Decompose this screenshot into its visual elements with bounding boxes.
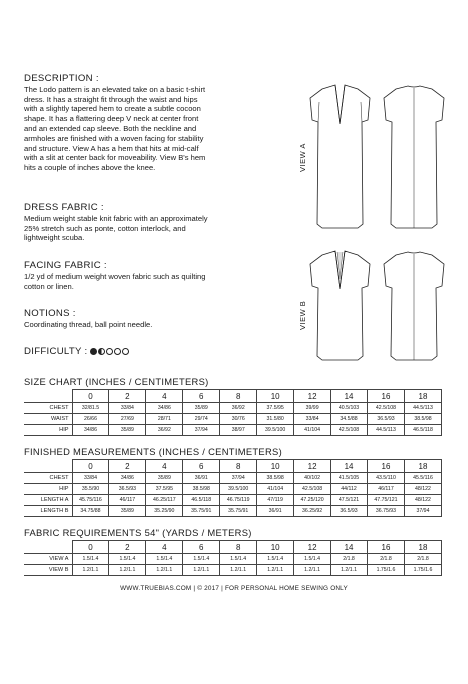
description-line: with a slit at center back for moveability. View B's hem (24, 153, 206, 163)
facing-fabric-text (24, 272, 306, 292)
table-cell: 47.5/121 (331, 495, 368, 506)
size-header-cell: 18 (404, 390, 441, 403)
table-cell: 36.5/93 (109, 484, 146, 495)
table-cell: 1.2/1.1 (220, 565, 257, 576)
size-header-cell: 2 (109, 390, 146, 403)
description-line: dress. It has a straight fit through the waist and hips (24, 94, 198, 104)
view-a-front-drawing (310, 85, 370, 228)
size-header-cell: 16 (368, 390, 405, 403)
facing-fabric-line: 1/2 yd of medium weight woven fabric such as quilting (24, 271, 206, 281)
table-cell: 46.5/118 (404, 425, 441, 436)
table-row (24, 506, 442, 517)
size-header-cell: 14 (331, 460, 368, 473)
table-cell: 34.5/88 (331, 414, 368, 425)
difficulty-circles (90, 348, 129, 355)
table-cell: 1.2/1.1 (294, 565, 331, 576)
size-header-cell: 6 (183, 460, 220, 473)
difficulty-circle (106, 348, 113, 355)
view-a-label: VIEW A (298, 143, 307, 172)
view-a-back-drawing (384, 86, 444, 228)
table-row (24, 414, 442, 425)
table-cell: 37.5/95 (257, 403, 294, 414)
description-line: with a slightly tapered hem to create a subtle cocoon (24, 104, 201, 114)
table-cell: 29/74 (183, 414, 220, 425)
description-line: The Lodo pattern is an elevated take on a basic t-shirt (24, 84, 206, 94)
table-cell: 39/99 (294, 403, 331, 414)
table-cell: 33/84 (294, 414, 331, 425)
table-cell: 1.5/1.4 (72, 554, 109, 565)
table-cell: 34/86 (72, 425, 109, 436)
difficulty-label: DIFFICULTY : (24, 346, 88, 357)
size-header-cell: 10 (257, 460, 294, 473)
dress-fabric-line: lightweight scuba. (24, 233, 85, 243)
size-header-cell: 16 (368, 541, 405, 554)
table-cell: 45.75/116 (72, 495, 109, 506)
size-header-cell: 18 (404, 460, 441, 473)
size-header-cell: 2 (109, 460, 146, 473)
table-cell: 48/122 (404, 495, 441, 506)
size-header-cell: 6 (183, 541, 220, 554)
table-row (24, 554, 442, 565)
dress-fabric-line: Medium weight stable knit fabric with an approximately (24, 213, 208, 223)
table-cell: 30/76 (220, 414, 257, 425)
table-cell: 2/1.8 (404, 554, 441, 565)
table-cell: 46.75/119 (220, 495, 257, 506)
table-cell: 1.2/1.1 (146, 565, 183, 576)
dress-fabric-text (24, 214, 306, 243)
size-header-cell: 16 (368, 460, 405, 473)
difficulty-circle (98, 348, 105, 355)
table-cell: 37/94 (404, 506, 441, 517)
table-cell: 1.5/1.4 (220, 554, 257, 565)
notions-section (24, 309, 306, 330)
difficulty-circle (90, 348, 97, 355)
table-cell: 42.5/108 (294, 484, 331, 495)
description-line: armholes are finished with a woven facing for stability (24, 133, 204, 143)
size-header-cell: 10 (257, 541, 294, 554)
table-cell: 36.5/93 (368, 414, 405, 425)
notions-text (24, 320, 306, 330)
table-cell: 34.75/88 (72, 506, 109, 517)
table-cell: 42.5/108 (368, 403, 405, 414)
table-header-row (24, 390, 442, 403)
table-cell: 46/117 (109, 495, 146, 506)
table-cell: 1.2/1.1 (331, 565, 368, 576)
table-cell: 2/1.8 (368, 554, 405, 565)
description-heading: DESCRIPTION : (24, 73, 99, 84)
table-row (24, 495, 442, 506)
description-line: and structure. View A has a hem that hits at mid-calf (24, 143, 199, 153)
table-cell: 1.5/1.4 (183, 554, 220, 565)
table-cell: 2/1.8 (331, 554, 368, 565)
table-cell: 28/71 (146, 414, 183, 425)
table-cell: 45.5/116 (404, 473, 441, 484)
finished-measurements-title: FINISHED MEASUREMENTS (INCHES / CENTIMETERS) (24, 446, 283, 457)
table-cell: 35/89 (109, 506, 146, 517)
view-b-back-drawing (384, 252, 444, 360)
header-blank-cell (24, 390, 72, 403)
table-cell: 36.25/92 (294, 506, 331, 517)
row-label: VIEW A (24, 554, 72, 565)
size-header-cell: 0 (72, 390, 109, 403)
size-header-cell: 0 (72, 541, 109, 554)
table-cell: 46.25/117 (146, 495, 183, 506)
table-cell: 37.5/95 (146, 484, 183, 495)
difficulty-circle (114, 348, 121, 355)
description-section (24, 74, 306, 173)
row-label: CHEST (24, 403, 72, 414)
table-cell: 38.5/98 (183, 484, 220, 495)
table-cell: 35/89 (146, 473, 183, 484)
table-header-row (24, 460, 442, 473)
table-cell: 1.5/1.4 (109, 554, 146, 565)
description-line: hits a couple of inches above the knee. (24, 163, 156, 173)
size-header-cell: 12 (294, 390, 331, 403)
table-cell: 1.5/1.4 (257, 554, 294, 565)
difficulty-circle (122, 348, 129, 355)
table-cell: 26/66 (72, 414, 109, 425)
table-cell: 41.5/105 (331, 473, 368, 484)
table-cell: 38.5/98 (404, 414, 441, 425)
row-label: LENGTH A (24, 495, 72, 506)
table-cell: 36.5/93 (331, 506, 368, 517)
size-chart-table (24, 389, 442, 436)
table-cell: 35.75/91 (183, 506, 220, 517)
size-header-cell: 4 (146, 460, 183, 473)
table-cell: 47.75/121 (368, 495, 405, 506)
description-line: and an extended cap sleeve. Both the neckline and (24, 123, 197, 133)
facing-fabric-section (24, 261, 306, 291)
table-header-row (24, 541, 442, 554)
size-header-cell: 14 (331, 390, 368, 403)
facing-fabric-line: cotton or linen. (24, 281, 74, 291)
footer-text: WWW.TRUEBIAS.COM | © 2017 | FOR PERSONAL HOME SEWING ONLY (120, 585, 348, 592)
dress-illustrations (292, 84, 452, 374)
table-cell: 38/97 (220, 425, 257, 436)
table-cell: 43.5/110 (368, 473, 405, 484)
table-cell: 1.2/1.1 (183, 565, 220, 576)
view-b-front-drawing (310, 251, 370, 360)
table-cell: 27/69 (109, 414, 146, 425)
size-header-cell: 8 (220, 460, 257, 473)
facing-fabric-heading: FACING FABRIC : (24, 260, 107, 271)
notions-heading: NOTIONS : (24, 308, 76, 319)
table-cell: 35.5/90 (72, 484, 109, 495)
table-cell: 41/104 (257, 484, 294, 495)
dress-fabric-section (24, 203, 306, 243)
table-cell: 40.5/103 (331, 403, 368, 414)
finished-measurements-table (24, 459, 442, 517)
table-cell: 36/92 (220, 403, 257, 414)
table-cell: 44.5/113 (404, 403, 441, 414)
table-cell: 34/86 (146, 403, 183, 414)
table-cell: 36/91 (183, 473, 220, 484)
difficulty-rating (24, 346, 129, 357)
table-cell: 35.75/91 (220, 506, 257, 517)
table-cell: 31.5/80 (257, 414, 294, 425)
table-cell: 1.2/1.1 (109, 565, 146, 576)
row-label: HIP (24, 425, 72, 436)
size-chart-title: SIZE CHART (INCHES / CENTIMETERS) (24, 376, 209, 387)
table-cell: 46.5/118 (183, 495, 220, 506)
table-cell: 36/91 (257, 506, 294, 517)
table-cell: 35/89 (183, 403, 220, 414)
table-cell: 48/122 (404, 484, 441, 495)
table-cell: 32/81.5 (72, 403, 109, 414)
table-cell: 34/86 (109, 473, 146, 484)
description-text (24, 85, 306, 173)
table-cell: 1.2/1.1 (72, 565, 109, 576)
table-row (24, 484, 442, 495)
table-row (24, 403, 442, 414)
table-cell: 1.5/1.4 (146, 554, 183, 565)
table-cell: 1.2/1.1 (257, 565, 294, 576)
table-cell: 46/117 (368, 484, 405, 495)
table-cell: 33/84 (72, 473, 109, 484)
table-cell: 1.75/1.6 (404, 565, 441, 576)
table-cell: 36.75/93 (368, 506, 405, 517)
row-label: WAIST (24, 414, 72, 425)
table-cell: 47/119 (257, 495, 294, 506)
size-header-cell: 0 (72, 460, 109, 473)
table-row (24, 425, 442, 436)
size-header-cell: 4 (146, 390, 183, 403)
table-cell: 47.25/120 (294, 495, 331, 506)
size-header-cell: 2 (109, 541, 146, 554)
table-cell: 33/84 (109, 403, 146, 414)
size-header-cell: 8 (220, 390, 257, 403)
size-header-cell: 6 (183, 390, 220, 403)
table-cell: 42.5/108 (331, 425, 368, 436)
size-header-cell: 12 (294, 460, 331, 473)
size-header-cell: 18 (404, 541, 441, 554)
table-cell: 37/94 (220, 473, 257, 484)
size-header-cell: 4 (146, 541, 183, 554)
size-header-cell: 14 (331, 541, 368, 554)
notions-line: Coordinating thread, ball point needle. (24, 319, 153, 329)
description-line: shape. It has a flattering deep V neck at center front (24, 114, 199, 124)
table-cell: 1.75/1.6 (368, 565, 405, 576)
row-label: HIP (24, 484, 72, 495)
fabric-requirements-title: FABRIC REQUIREMENTS 54" (YARDS / METERS) (24, 527, 252, 538)
size-header-cell: 12 (294, 541, 331, 554)
table-row (24, 473, 442, 484)
table-cell: 35/89 (109, 425, 146, 436)
table-cell: 39.5/100 (220, 484, 257, 495)
table-cell: 38.5/98 (257, 473, 294, 484)
header-blank-cell (24, 460, 72, 473)
fabric-requirements-table (24, 540, 442, 576)
table-cell: 36/92 (146, 425, 183, 436)
table-cell: 40/102 (294, 473, 331, 484)
row-label: VIEW B (24, 565, 72, 576)
row-label: LENGTH B (24, 506, 72, 517)
view-b-label: VIEW B (298, 300, 307, 330)
header-blank-cell (24, 541, 72, 554)
table-cell: 41/104 (294, 425, 331, 436)
dress-fabric-heading: DRESS FABRIC : (24, 202, 104, 213)
size-header-cell: 10 (257, 390, 294, 403)
size-header-cell: 8 (220, 541, 257, 554)
table-cell: 39.5/100 (257, 425, 294, 436)
table-row (24, 565, 442, 576)
table-cell: 1.5/1.4 (294, 554, 331, 565)
table-cell: 35.25/90 (146, 506, 183, 517)
table-cell: 44.5/113 (368, 425, 405, 436)
dress-drawings (292, 84, 452, 374)
row-label: CHEST (24, 473, 72, 484)
table-cell: 44/112 (331, 484, 368, 495)
dress-fabric-line: 25% stretch such as ponte, cotton interlock, and (24, 223, 186, 233)
table-cell: 37/94 (183, 425, 220, 436)
